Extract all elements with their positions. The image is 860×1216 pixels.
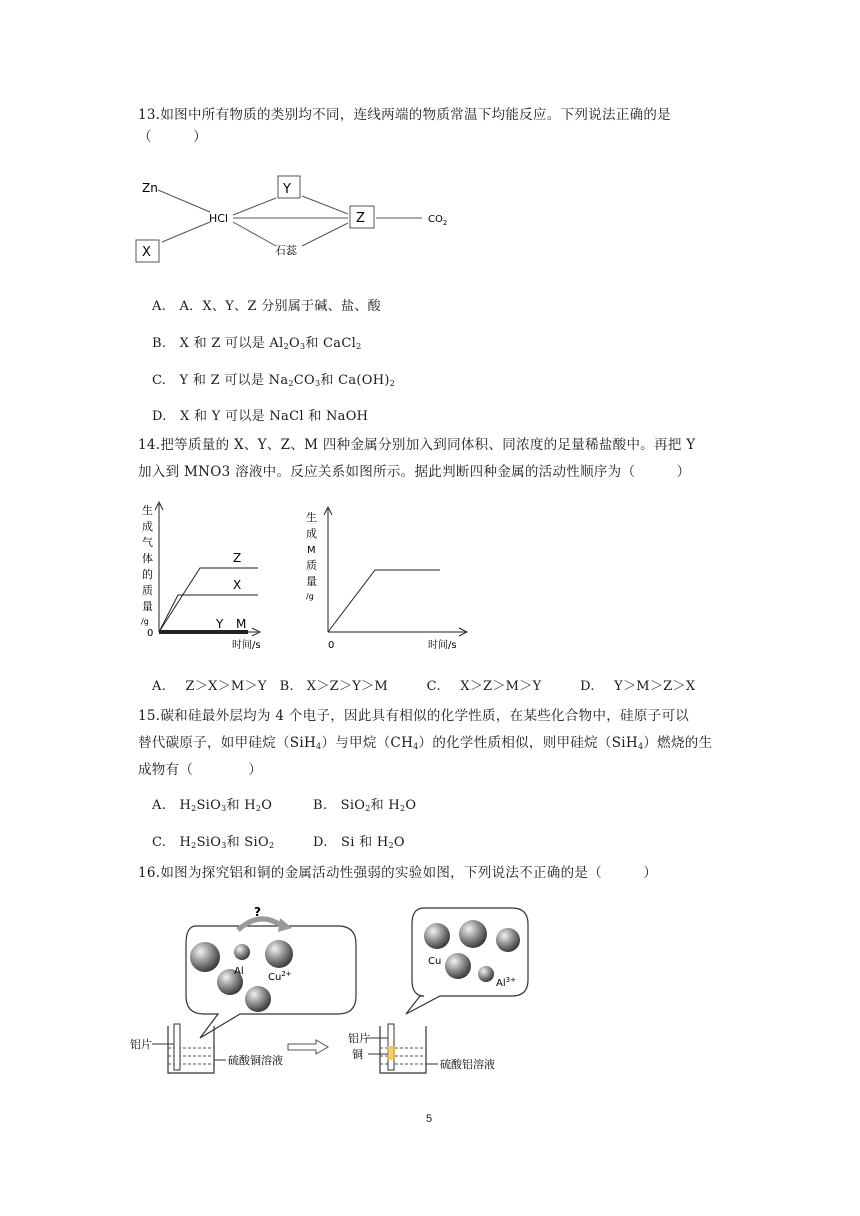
cu-atom [445,953,471,979]
q14-option-c[interactable]: C. X＞Z＞M＞Y [426,679,542,694]
copper-deposit [387,1046,395,1060]
cu-label: Cu [428,956,442,967]
q16-experiment-diagram [130,898,530,1083]
option-text: A．X、Y、Z 分别属于碱、盐、酸 [179,299,381,314]
q15-option-b[interactable]: B. SiO$_2$和 $H_2O$ [313,798,417,813]
q14-graph-gas-mass [138,500,273,660]
arrow-icon [288,1040,328,1054]
right-particle-bubble [406,908,528,1014]
q15-option-a[interactable]: A. $H_2SiO_3$和 $H_2O$ [152,798,273,813]
series-m-label: M [236,617,247,631]
svg-text:的: 的 [142,568,153,581]
graph1-xlabel: 时间/s [232,640,261,651]
q15-line3: 成物有（ ） [138,762,263,778]
q13-option-b[interactable] [152,332,361,351]
al-ion-label: $Al^{3+}$ [496,976,516,989]
q13-option-d[interactable] [152,405,368,424]
option-letter: D. [152,409,167,424]
svg-text:气: 气 [142,536,153,549]
svg-text:量: 量 [306,575,317,588]
cu-atom [424,923,450,949]
q13-option-c[interactable] [152,369,395,388]
graph1-origin: 0 [147,628,154,639]
svg-text:M: M [307,545,316,556]
option-text: X 和 Y 可以是 NaCl 和 NaOH [180,409,369,424]
svg-text:成: 成 [306,527,317,540]
option-letter: A. [152,299,167,314]
left-particle-bubble [186,905,356,1038]
svg-text:质: 质 [142,584,153,597]
graph1-ylabel [141,503,153,626]
question-mark: ? [254,905,261,919]
svg-text:体: 体 [142,552,153,565]
graph2-xlabel: 时间/s [428,640,457,651]
hcl-label: HCl [209,212,229,225]
option-text: X 和 Z 可以是 $Al_2O_3$和 CaCl$_2$ [179,336,362,351]
q14-options-row [152,675,695,694]
q16-stem: 16.如图为探究铝和铜的金属活动性强弱的实验如图，下列说法不正确的是（ ） [138,865,658,881]
al-atom [245,986,271,1012]
litmus-label: 石蕊 [275,244,297,257]
cu-ion [234,944,250,960]
y-label: Y [283,182,291,197]
q13-stem-line2: （ ） [138,129,207,145]
q14-graph-m-mass [300,505,480,660]
al-ion [478,966,494,982]
right-beaker [348,1024,495,1073]
cu-ion-label: $Cu^{2+}$ [268,970,292,983]
q13-option-a[interactable] [152,295,381,314]
q15-option-c[interactable]: C. $H_2SiO_3$和 SiO$_2$ [152,835,275,850]
q15-line1: 15.碳和硅最外层均为 4 个电子，因此具有相似的化学性质，在某些化合物中，硅原子可以 [138,708,690,724]
svg-text:/g: /g [306,592,314,601]
svg-text:质: 质 [306,559,317,572]
q14-option-b[interactable]: B. X＞Z＞Y＞M [279,679,389,694]
graph2-ylabel [306,510,317,601]
graph2-origin: 0 [328,640,335,651]
q14-stem-line2: 加入到 MNO3 溶液中。反应关系如图所示。据此判断四种金属的活动性顺序为（ ） [138,464,691,480]
co2-label: $CO_2$ [428,214,448,227]
svg-text:生: 生 [142,504,153,517]
q15-option-d[interactable]: D. Si 和 $H_2O$ [313,835,405,850]
q14-stem-line1: 14.把等质量的 X、Y、Z、M 四种金属分别加入到同体积、同浓度的足量稀盐酸中。再把 Y [138,437,696,453]
q13-stem-line1: 13.如图中所有物质的类别均不同，连线两端的物质常温下均能反应。下列说法正确的是 [138,107,671,123]
series-y-label: Y [216,617,224,631]
al-atom [265,940,293,968]
series-z-label: Z [233,551,242,565]
z-label: Z [356,211,365,226]
q14-option-d[interactable]: D. Y＞M＞Z＞X [580,679,696,694]
x-label: X [142,245,151,260]
svg-text:/g: /g [141,617,149,626]
al-sheet-label: 铝片 [130,1038,152,1051]
cu-atom [459,920,487,948]
al-label: Al [234,966,244,977]
al-sheet-label: 铝片 [348,1032,370,1045]
cuso4-solution-label: 硫酸铜溶液 [228,1054,283,1067]
al2so43-solution-label: 硫酸铝溶液 [440,1058,495,1071]
zn-label: Zn [142,181,158,195]
al-atom [190,942,220,972]
q15-line2: 替代碳原子，如甲硅烷（SiH$_4$）与甲烷$(CH_4)$的化学性质相似，则甲硅烷（SiH$_4$）燃烧的生 [138,735,713,751]
series-x-label: X [233,578,242,592]
svg-text:生: 生 [306,511,317,524]
option-text: Y 和 Z 可以是 $Na_2CO_3$和 $Ca(OH)_2$ [179,373,396,388]
cu-atom [496,928,520,952]
svg-text:量: 量 [142,600,153,613]
q13-reaction-diagram [130,170,460,275]
option-letter: C. [152,373,167,388]
page-number: 5 [426,1113,433,1125]
q14-option-a[interactable]: A. Z＞X＞M＞Y [152,679,267,694]
svg-text:成: 成 [142,520,153,533]
copper-label: 铜 [352,1048,363,1061]
option-letter: B. [152,336,167,351]
